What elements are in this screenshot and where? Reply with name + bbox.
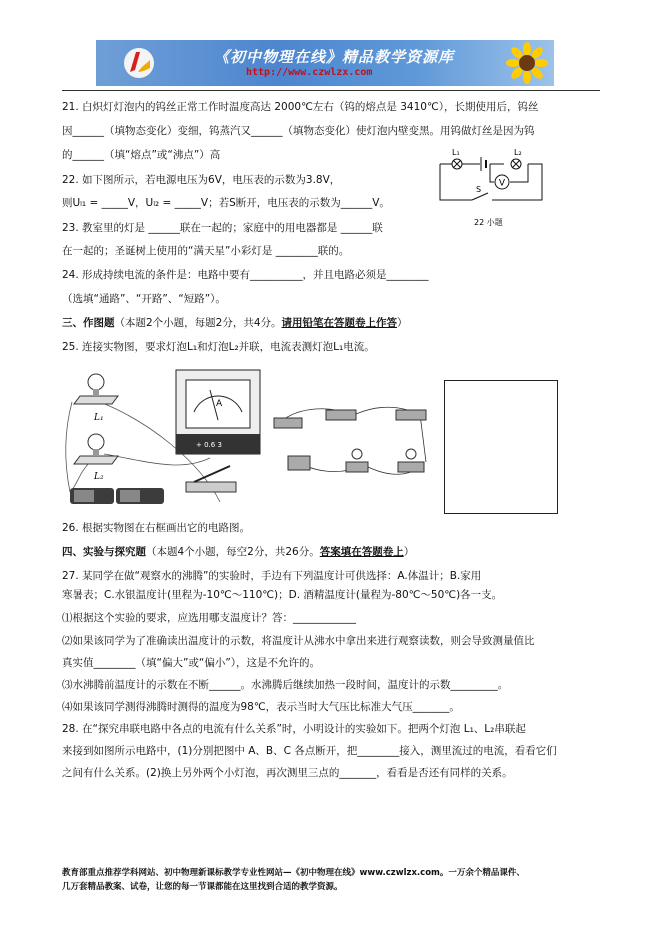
q27-line4: ⑵如果该同学为了准确读出温度计的示数，将温度计从沸水中拿出来进行观察读数，则会导致测量值比	[62, 635, 535, 647]
board-battery-2	[288, 456, 310, 470]
site-logo-icon	[122, 46, 156, 80]
footer-line2: 几万套精品教案、试卷，让您的每一节课都能在这里找到合适的教学资源。	[62, 882, 343, 892]
q25-circuit-board-image	[270, 392, 438, 496]
section3-info: （本题2个小题，每题2分，共4分。	[114, 317, 282, 329]
q25-text: 25. 连接实物图，要求灯泡L₁和灯泡L₂并联，电流表测灯泡L₁电流。	[62, 341, 375, 353]
svg-text:A: A	[216, 399, 223, 409]
board-lamp-1	[346, 462, 368, 472]
q28-line1: 28. 在“探究串联电路中各点的电流有什么关系”时，小明设计的实验如下。把两个灯泡 L₁、L₂串联起	[62, 723, 526, 735]
header-rule	[62, 90, 600, 91]
lamp-l1-object-icon	[74, 374, 118, 404]
q28-line3: 之间有什么关系。(2)换上另外两个小灯泡，再次测里三点的_______，看看是否还有同样的关系。	[62, 767, 513, 779]
voltmeter-icon	[495, 175, 509, 189]
q26-answer-box	[444, 380, 558, 514]
lamp-l2-object-icon	[74, 434, 118, 464]
q21-line2: 因______（填物态变化）变细，钨蒸汽又______（填物态变化）使灯泡内壁变黑。用钨做灯丝是因为钨	[62, 125, 535, 137]
lamp-l1-icon	[452, 159, 462, 169]
section3-note: 请用铅笔在答题卷上作答	[281, 317, 398, 329]
section3-heading	[62, 316, 408, 330]
q24-line1: 24. 形成持续电流的条件是：电路中要有__________，并且电路必须是________	[62, 269, 429, 281]
board-battery-1	[274, 418, 302, 428]
section4-heading	[62, 545, 414, 559]
label-s: S	[476, 185, 482, 194]
section4-title: 四、实验与探究题	[62, 546, 146, 558]
q27-line7: ⑷如果该同学测得沸腾时测得的温度为98℃，表示当时大气压比标准大气压_______。	[62, 701, 460, 713]
battery-object-icon	[70, 488, 164, 504]
q27-line5: 真实值________（填“偏大”或“偏小”），这是不允许的。	[62, 657, 321, 669]
q27-line1: 27. 某同学在做“观察水的沸腾”的实验时，手边有下列温度计可供选择：A.体温计；B.家用	[62, 570, 482, 582]
q22-caption: 22 小题	[474, 218, 503, 227]
fig25-label-l2: L₂	[94, 472, 104, 482]
q21-line1: 21. 白炽灯灯泡内的钨丝正常工作时温度高达 2000℃左右（钨的熔点是 3410℃），长期使用后，钨丝	[62, 101, 539, 113]
q25-physical-circuit	[60, 362, 268, 510]
board-component	[396, 410, 426, 420]
q27-line2: 寒暑表；C.水银温度计(里程为-10℃～110℃)；D. 酒精温度计(量程为-80℃～50℃)各一支。	[62, 589, 503, 601]
board-bulb-2-icon	[406, 449, 416, 459]
board-switch	[326, 410, 356, 420]
banner-title: 《初中物理在线》精品教学资源库	[214, 48, 455, 66]
section3-title: 三、作图题	[62, 317, 115, 329]
switch-object-icon	[186, 466, 236, 492]
q24-line2: （选填“通路”、“开路”、“短路”）。	[62, 293, 226, 305]
board-lamp-2	[398, 462, 424, 472]
section4-close: ）	[403, 546, 415, 558]
svg-text:+ 0.6 3: + 0.6 3	[196, 441, 222, 449]
section3-close: ）	[397, 317, 408, 329]
q28-line2: 来接到如图所示电路中，(1)分别把图中 A、B、C 各点断开，把________接入，测里流过的电流，看看它们	[62, 745, 557, 757]
q22-line2: 则Uₗ₁ = _____V，Uₗ₂ = _____V；若S断开，电压表的示数为______V。	[62, 197, 390, 209]
q26-text: 26. 根据实物图在右框画出它的电路图。	[62, 522, 251, 534]
board-bulb-1-icon	[352, 449, 362, 459]
q22-circuit-diagram	[432, 146, 550, 228]
fig25-label-l1: L₁	[94, 413, 104, 423]
q23-line1: 23. 教室里的灯是 ______联在一起的；家庭中的用电器都是 ______联	[62, 222, 383, 234]
footer-line1: 教育部重点推荐学科网站、初中物理新课标教学专业性网站—《初中物理在线》www.czwlzx.com。一万余个精品课件、	[62, 868, 525, 878]
label-l1: L₁	[452, 148, 460, 157]
sunflower-icon	[506, 42, 548, 84]
header-banner	[96, 40, 554, 86]
q21-line3: 的______（填“熔点”或“沸点”）高	[62, 149, 221, 161]
svg-text:V: V	[498, 178, 506, 189]
label-l2: L₂	[514, 148, 522, 157]
section4-note: 答案填在答题卷上	[319, 546, 404, 558]
q22-line1: 22. 如下图所示，若电源电压为6V，电压表的示数为3.8V，	[62, 174, 341, 186]
q27-line6: ⑶水沸腾前温度计的示数在不断______。水沸腾后继续加热一段时间，温度计的示数_________。	[62, 679, 509, 691]
ammeter-object-icon	[176, 370, 260, 454]
section4-info: （本题4个小题，每空2分，共26分。	[146, 546, 320, 558]
q23-line2: 在一起的；圣诞树上使用的“满天星”小彩灯是 ________联的。	[62, 245, 350, 257]
lamp-l2-icon	[511, 159, 521, 169]
banner-url: http://www.czwlzx.com	[246, 67, 373, 78]
q27-line3: ⑴根据这个实验的要求，应选用哪支温度计？答：____________	[62, 612, 356, 624]
